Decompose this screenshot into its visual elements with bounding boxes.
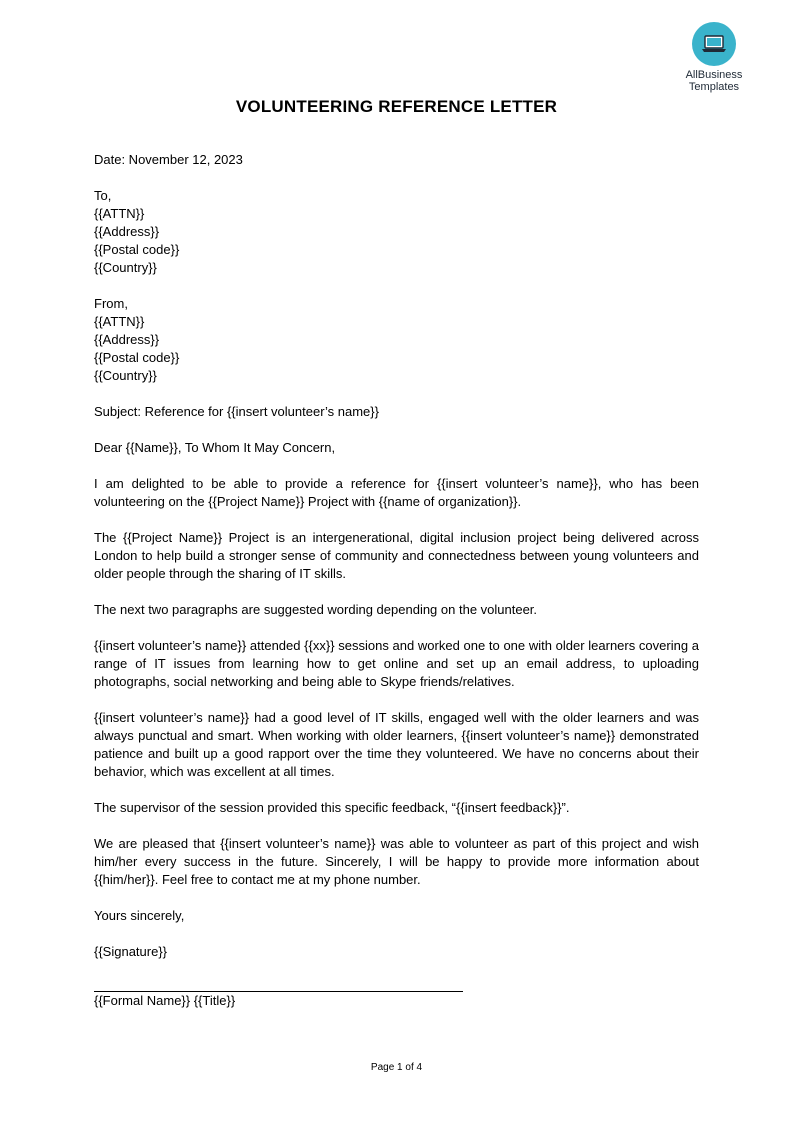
from-postal-code: {{Postal code}} <box>94 350 180 365</box>
letter-date: Date: November 12, 2023 <box>94 152 243 167</box>
from-attn: {{ATTN}} <box>94 314 145 329</box>
document-title: VOLUNTEERING REFERENCE LETTER <box>235 97 558 116</box>
paragraph-sessions: {{insert volunteer’s name}} attended {{xx}} sessions and worked one to one with older learners covering a range of IT issues from learning how to get online and set up an email address, to uploading photographs, social networking and being able to Skype friends/relatives. <box>94 638 699 689</box>
to-postal-code: {{Postal code}} <box>94 242 180 257</box>
to-attn: {{ATTN}} <box>94 206 145 221</box>
laptop-icon <box>692 22 736 66</box>
from-label: From, <box>94 296 128 311</box>
salutation: Dear {{Name}}, To Whom It May Concern, <box>94 440 336 455</box>
from-address: {{Address}} <box>94 332 160 347</box>
signature-placeholder: {{Signature}} <box>94 944 168 959</box>
to-address: {{Address}} <box>94 224 160 239</box>
to-country: {{Country}} <box>94 260 157 275</box>
sender-block <box>94 295 699 385</box>
logo-text-line2: Templates <box>688 81 740 93</box>
paragraph-feedback: The supervisor of the session provided this specific feedback, “{{insert feedback}}”. <box>94 800 570 815</box>
recipient-block <box>94 187 699 277</box>
subject-line: Subject: Reference for {{insert volunteer’s name}} <box>94 404 379 419</box>
from-country: {{Country}} <box>94 368 157 383</box>
letter-body <box>94 151 699 1010</box>
closing-phrase: Yours sincerely, <box>94 908 185 923</box>
paragraph-intro: I am delighted to be able to provide a reference for {{insert volunteer’s name}}, who has been volunteering on the {{Project Name}} Project with {{name of organization}}. <box>94 476 699 509</box>
formal-name-title: {{Formal Name}} {{Title}} <box>94 993 236 1008</box>
company-logo <box>676 20 752 93</box>
to-label: To, <box>94 188 112 203</box>
paragraph-closing: We are pleased that {{insert volunteer’s name}} was able to volunteer as part of this project and wish him/her every success in the future. Sincerely, I will be happy to provide more information about {{him/her}}. Feel free to contact me at my phone number. <box>94 836 699 887</box>
page-number: Page 1 of 4 <box>370 1062 423 1073</box>
logo-text-line1: AllBusiness <box>685 69 743 81</box>
paragraph-note: The next two paragraphs are suggested wording depending on the volunteer. <box>94 602 538 617</box>
paragraph-project: The {{Project Name}} Project is an intergenerational, digital inclusion project being delivered across London to help build a stronger sense of community and connectedness between young volunteers and older people through the sharing of IT skills. <box>94 530 699 581</box>
paragraph-skills: {{insert volunteer’s name}} had a good level of IT skills, engaged well with the older learners and was always punctual and smart. When working with older learners, {{insert volunteer’s name}} demonstrated patience and built up a good rapport over the time they volunteered. We have no concerns about their behavior, which was excellent at all times. <box>94 710 699 779</box>
